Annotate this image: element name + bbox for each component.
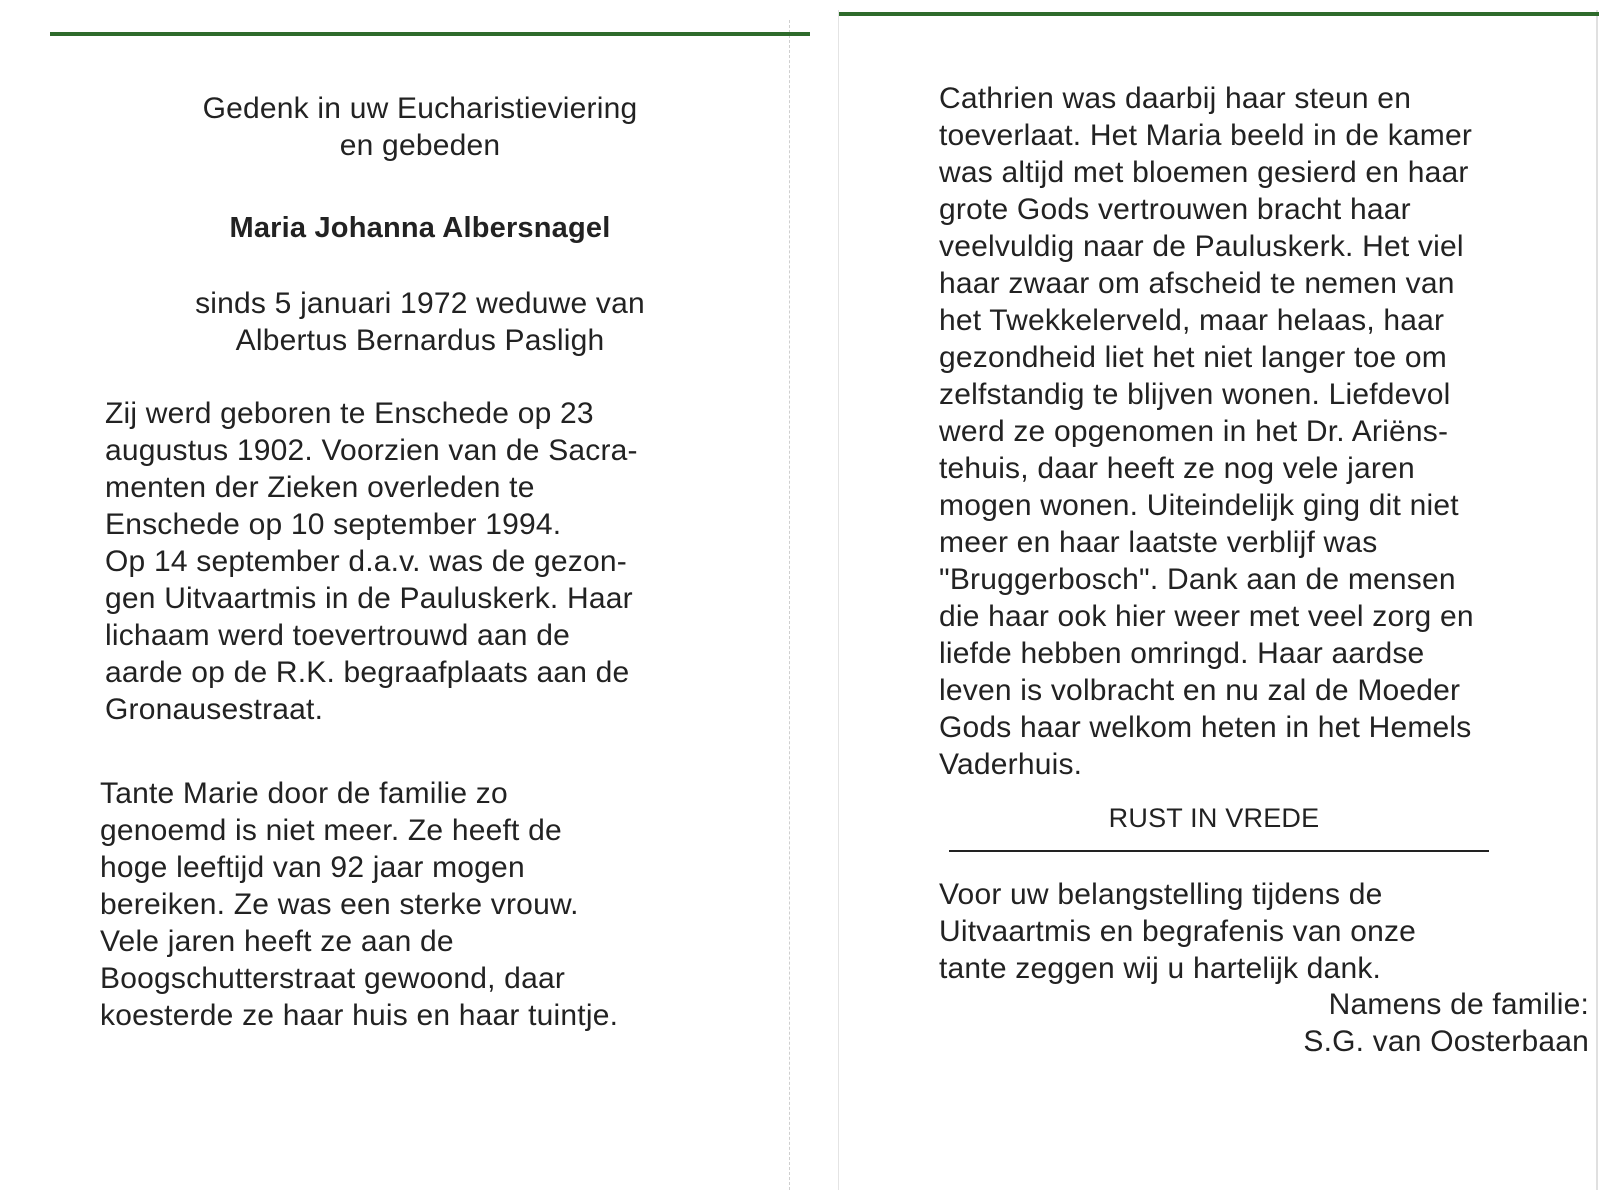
- paragraph-line: Gods haar welkom heten in het Hemels: [939, 711, 1472, 744]
- thanks-paragraph: [939, 876, 1539, 987]
- top-green-border: [50, 32, 810, 36]
- paragraph-line: was altijd met bloemen gesierd en haar: [939, 156, 1469, 189]
- paragraph-line: liefde hebben omringd. Haar aardse: [939, 637, 1425, 670]
- paragraph-line: veelvuldig naar de Pauluskerk. Het viel: [939, 230, 1464, 263]
- paragraph-line: Vaderhuis.: [939, 748, 1083, 781]
- biography-paragraph-3: [939, 80, 1519, 783]
- paragraph-line: mogen wonen. Uiteindelijk ging dit niet: [939, 489, 1459, 522]
- intro-text: [140, 90, 700, 164]
- paragraph-line: Uitvaartmis en begrafenis van onze: [939, 915, 1417, 948]
- paragraph-line: Enschede op 10 september 1994.: [105, 508, 562, 541]
- deceased-name: Maria Johanna Albersnagel: [229, 212, 611, 244]
- paragraph-line: tehuis, daar heeft ze nog vele jaren: [939, 452, 1415, 485]
- paragraph-line: het Twekkelerveld, maar helaas, haar: [939, 304, 1445, 337]
- paragraph-line: werd ze opgenomen in het Dr. Ariëns-: [939, 415, 1449, 448]
- signature-line: Namens de familie:: [1328, 988, 1589, 1021]
- widow-line: sinds 5 januari 1972 weduwe van: [195, 287, 645, 320]
- rust-in-vrede-heading: RUST IN VREDE: [1108, 803, 1320, 833]
- family-signature: [939, 986, 1589, 1060]
- biography-paragraph-2: [100, 775, 740, 1034]
- paragraph-line: Zij werd geboren te Enschede op 23: [105, 397, 594, 430]
- paragraph-line: haar zwaar om afscheid te nemen van: [939, 267, 1455, 300]
- paragraph-line: Op 14 september d.a.v. was de gezon-: [105, 545, 627, 578]
- divider-line: [949, 850, 1489, 852]
- paragraph-line: genoemd is niet meer. Ze heeft de: [100, 814, 562, 847]
- paragraph-line: hoge leeftijd van 92 jaar mogen: [100, 851, 525, 884]
- signature-line: S.G. van Oosterbaan: [1303, 1025, 1589, 1058]
- left-card-page: [20, 20, 790, 1190]
- paragraph-line: zelfstandig te blijven wonen. Liefdevol: [939, 378, 1451, 411]
- intro-line: en gebeden: [339, 129, 501, 162]
- paragraph-line: "Bruggerbosch". Dank aan de mensen: [939, 563, 1456, 596]
- paragraph-line: bereiken. Ze was een sterke vrouw.: [100, 888, 579, 921]
- paragraph-line: gezondheid liet het niet langer toe om: [939, 341, 1447, 374]
- paragraph-line: grote Gods vertrouwen bracht haar: [939, 193, 1411, 226]
- paragraph-line: lichaam werd toevertrouwd aan de: [105, 619, 570, 652]
- paragraph-line: toeverlaat. Het Maria beeld in de kamer: [939, 119, 1473, 152]
- biography-paragraph-1: [105, 395, 745, 728]
- paragraph-line: tante zeggen wij u hartelijk dank.: [939, 952, 1382, 985]
- intro-line: Gedenk in uw Eucharistieviering: [202, 92, 638, 125]
- paragraph-line: leven is volbracht en nu zal de Moeder: [939, 674, 1461, 707]
- paragraph-line: Voor uw belangstelling tijdens de: [939, 878, 1383, 911]
- right-card-page: [838, 10, 1598, 1190]
- paragraph-line: meer en haar laatste verblijf was: [939, 526, 1378, 559]
- top-green-border: [839, 12, 1599, 16]
- paragraph-line: augustus 1902. Voorzien van de Sacra-: [105, 434, 638, 467]
- paragraph-line: Vele jaren heeft ze aan de: [100, 925, 454, 958]
- widow-line: Albertus Bernardus Pasligh: [235, 324, 605, 357]
- paragraph-line: Boogschutterstraat gewoond, daar: [100, 962, 566, 995]
- paragraph-line: die haar ook hier weer met veel zorg en: [939, 600, 1474, 633]
- paragraph-line: Tante Marie door de familie zo: [100, 777, 508, 810]
- paragraph-line: koesterde ze haar huis en haar tuintje.: [100, 999, 619, 1032]
- widow-text: [140, 285, 700, 359]
- paragraph-line: menten der Zieken overleden te: [105, 471, 535, 504]
- paragraph-line: Cathrien was daarbij haar steun en: [939, 82, 1412, 115]
- paragraph-line: gen Uitvaartmis in de Pauluskerk. Haar: [105, 582, 633, 615]
- paragraph-line: aarde op de R.K. begraafplaats aan de: [105, 656, 630, 689]
- paragraph-line: Gronausestraat.: [105, 693, 324, 726]
